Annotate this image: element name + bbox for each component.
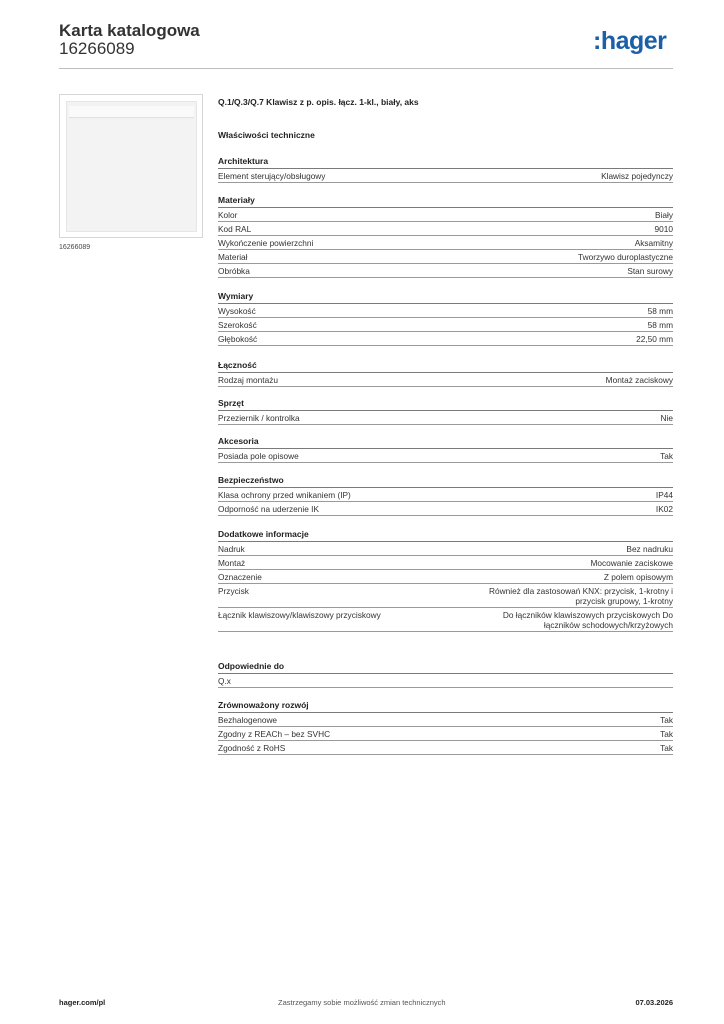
spec-group-title: Dodatkowe informacje [218,529,673,542]
spec-value: Tak [660,729,673,739]
spec-value: 58 mm [647,306,673,316]
spec-value: 58 mm [647,320,673,330]
header-divider [59,68,673,69]
spec-key: Rodzaj montażu [218,375,278,385]
spec-row [218,449,673,463]
spec-row [218,332,673,346]
spec-value: Stan surowy [627,266,673,276]
page-title: Karta katalogowa [59,21,200,40]
spec-row [218,502,673,516]
spec-group-title: Zrównoważony rozwój [218,700,673,713]
spec-row [218,318,673,332]
spec-row [218,608,673,632]
spec-key: Posiada pole opisowe [218,451,299,461]
footer-date: 07.03.2026 [635,998,673,1007]
spec-key: Zgodny z REACh – bez SVHC [218,729,331,739]
spec-value: Tak [660,451,673,461]
spec-row [218,236,673,250]
product-image [59,94,203,238]
spec-group-title: Materiały [218,195,673,208]
spec-value: Tak [660,743,673,753]
spec-row [218,169,673,183]
spec-value: Aksamitny [634,238,673,248]
spec-row [218,741,673,755]
spec-value: IP44 [655,490,673,500]
spec-key: Odporność na uderzenie IK [218,504,320,514]
spec-row [218,584,673,608]
spec-value: 9010 [654,224,673,234]
spec-value: Mocowanie zaciskowe [590,558,673,568]
spec-key: Kod RAL [218,224,252,234]
spec-row [218,304,673,318]
spec-row [218,542,673,556]
spec-group-title: Łączność [218,360,673,373]
spec-key: Klasa ochrony przed wnikaniem (IP) [218,490,351,500]
spec-key: Wysokość [218,306,256,316]
spec-row [218,411,673,425]
spec-value: Tak [660,715,673,725]
spec-key: Zgodność z RoHS [218,743,286,753]
spec-group [218,529,673,632]
footer-website[interactable]: hager.com/pl [59,998,106,1007]
spec-key: Szerokość [218,320,257,330]
spec-group [218,475,673,516]
spec-key: Przycisk [218,586,249,596]
spec-group [218,661,673,688]
spec-row [218,250,673,264]
spec-group [218,195,673,278]
spec-group-title: Architektura [218,156,673,169]
spec-key: Oznaczenie [218,572,262,582]
spec-value: Do łączników klawiszowych przyciskowych Do łączników schodowych/krzyżowych [502,610,673,630]
spec-group [218,291,673,346]
spec-key: Wykończenie powierzchni [218,238,314,248]
spec-key: Obróbka [218,266,250,276]
spec-key: Przeziernik / kontrolka [218,413,300,423]
spec-key: Q.x [218,676,231,686]
image-caption: 16266089 [59,244,91,251]
spec-value: Klawisz pojedynczy [601,171,673,181]
spec-row [218,556,673,570]
hager-logo [593,28,675,56]
spec-key: Łącznik klawiszowy/klawiszowy przyciskowy [218,610,381,620]
spec-group-title: Akcesoria [218,436,673,449]
spec-value: IK02 [655,504,673,514]
spec-key: Element sterujący/obsługowy [218,171,326,181]
spec-value: Bez nadruku [626,544,673,554]
spec-value: Biały [655,210,673,220]
spec-key: Kolor [218,210,238,220]
spec-value: Z polem opisowym [603,572,673,582]
spec-group-title: Bezpieczeństwo [218,475,673,488]
spec-value: Montaż zaciskowy [605,375,673,385]
spec-key: Bezhalogenowe [218,715,278,725]
label-field-strip [69,106,194,118]
spec-row [218,727,673,741]
spec-key: Nadruk [218,544,245,554]
spec-group-title: Odpowiednie do [218,661,673,674]
spec-group [218,360,673,387]
spec-row [218,570,673,584]
spec-key: Montaż [218,558,246,568]
spec-group [218,436,673,463]
section-title: Właściwości techniczne [218,130,315,140]
spec-value: 22,50 mm [636,334,673,344]
spec-row [218,713,673,727]
spec-group-title: Sprzęt [218,398,673,411]
spec-row [218,208,673,222]
spec-value: Nie [660,413,673,423]
spec-key: Głębokość [218,334,258,344]
spec-group [218,700,673,755]
product-name: Q.1/Q.3/Q.7 Klawisz z p. opis. łącz. 1-kl., biały, aks [218,97,419,107]
article-number: 16266089 [59,39,135,58]
spec-group-title: Wymiary [218,291,673,304]
spec-row [218,373,673,387]
rocker-switch-image [66,101,197,232]
spec-row [218,222,673,236]
spec-group [218,156,673,183]
spec-key: Materiał [218,252,248,262]
spec-row [218,674,673,688]
spec-value: Tworzywo duroplastyczne [578,252,673,262]
spec-value: Również dla zastosowań KNX: przycisk, 1-krotny i przycisk grupowy, 1-krotny [489,586,673,606]
svg-text::hager: :hager [593,28,667,55]
spec-row [218,488,673,502]
spec-row [218,264,673,278]
spec-group [218,398,673,425]
footer-disclaimer: Zastrzegamy sobie możliwość zmian technicznych [278,998,446,1007]
